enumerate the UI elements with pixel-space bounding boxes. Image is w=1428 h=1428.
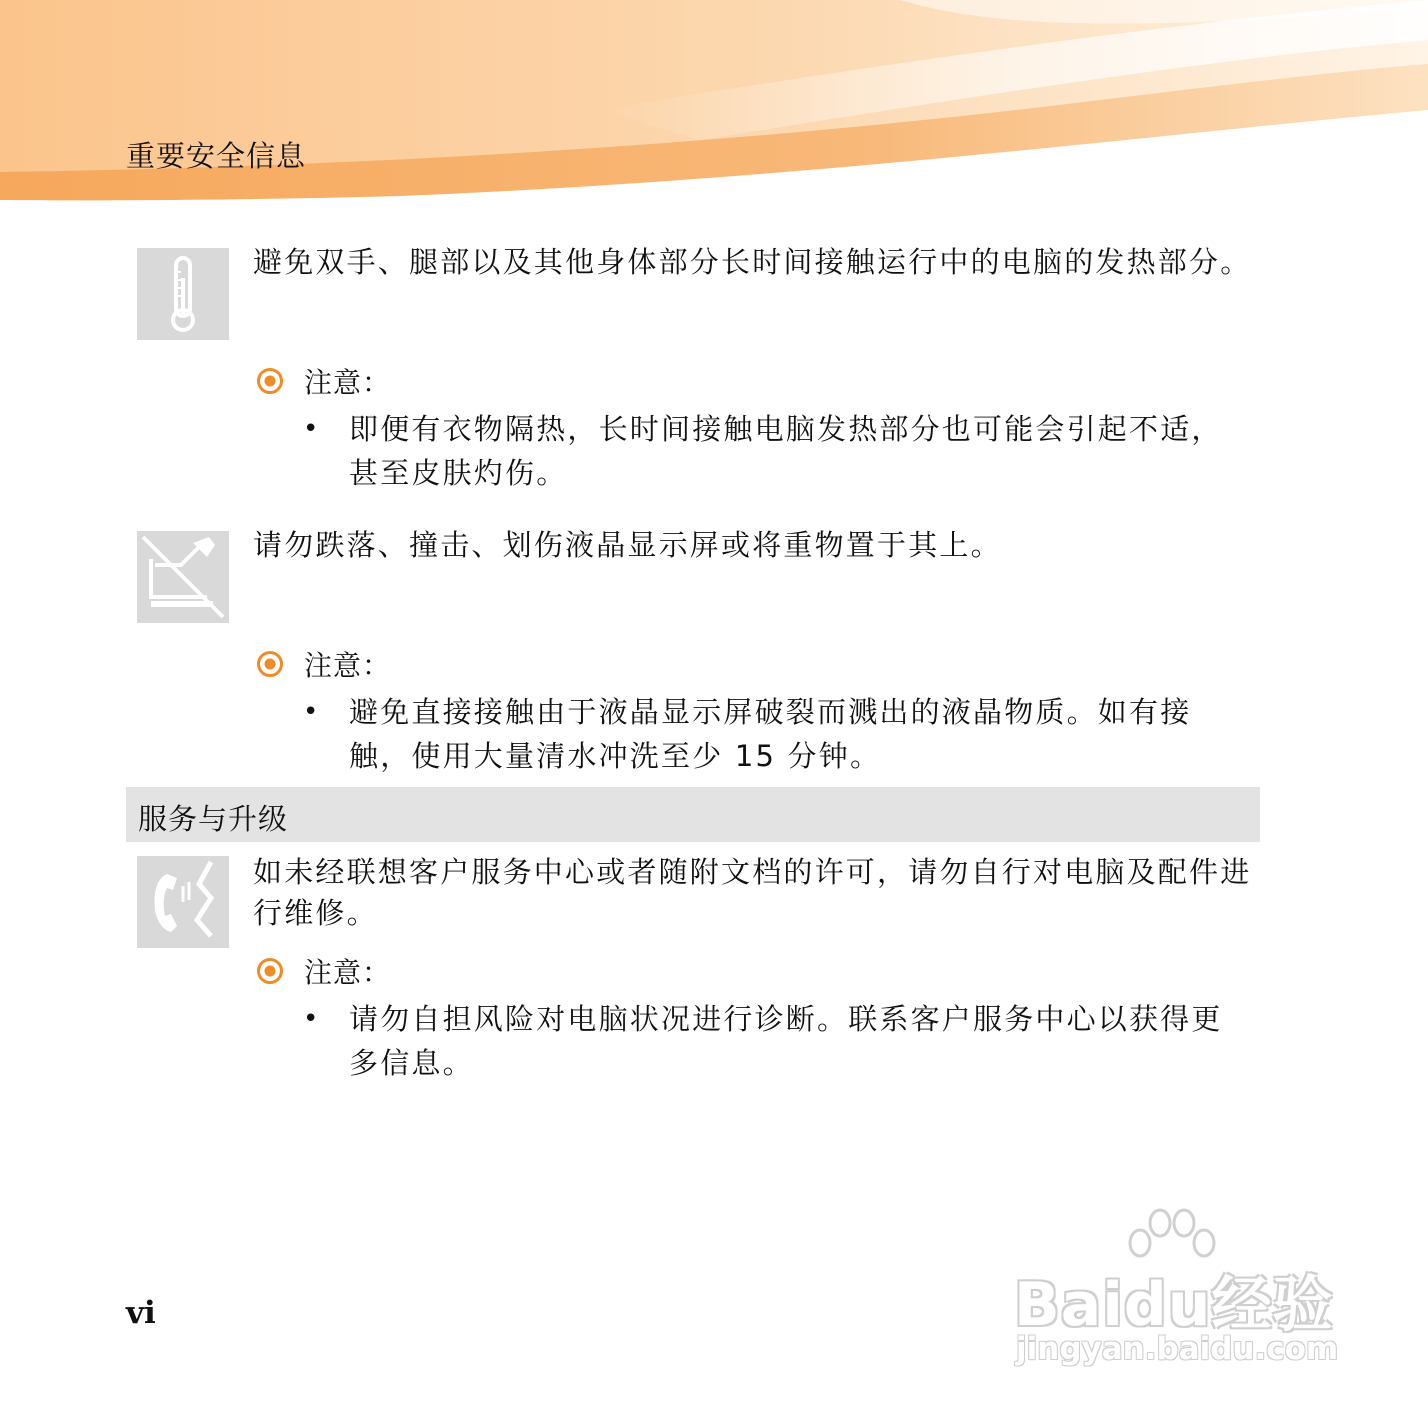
note-label: 注意： <box>304 366 392 399</box>
no-pressure-laptop-icon <box>137 531 229 623</box>
note-bullet-text: 请勿自担风险对电脑状况进行诊断。联系客户服务中心以获得更多信息。 <box>349 1002 1223 1080</box>
note-label: 注意： <box>304 649 392 682</box>
note-target-icon <box>256 367 284 395</box>
note-heading <box>256 364 391 398</box>
bullet-dot-icon: • <box>303 414 319 444</box>
note-heading <box>256 647 391 681</box>
note-label: 注意： <box>304 956 392 989</box>
section-heading-bar <box>126 787 1260 842</box>
note-bullet-text: 即便有衣物隔热，长时间接触电脑发热部分也可能会引起不适，甚至皮肤灼伤。 <box>349 412 1223 490</box>
warning-text-screen: 请勿跌落、撞击、划伤液晶显示屏或将重物置于其上。 <box>253 528 1002 562</box>
phone-support-icon <box>137 856 229 948</box>
service-text: 如未经联想客户服务中心或者随附文档的许可，请勿自行对电脑及配件进行维修。 <box>253 855 1252 930</box>
warning-text-heat: 避免双手、腿部以及其他身体部分长时间接触运行中的电脑的发热部分。 <box>253 245 1252 279</box>
baidu-watermark <box>1000 1205 1360 1385</box>
note-bullet-text: 避免直接接触由于液晶显示屏破裂而溅出的液晶物质。如有接触，使用大量清水冲洗至少 15 分钟。 <box>349 695 1192 773</box>
section-title: 服务与升级 <box>138 802 289 836</box>
watermark-logo-text: Baidu经验 <box>1014 1270 1334 1340</box>
bullet-dot-icon: • <box>303 697 319 727</box>
bullet-dot-icon: • <box>303 1004 319 1034</box>
thermometer-icon <box>137 248 229 340</box>
page-number: vi <box>126 1295 156 1331</box>
note-heading <box>256 954 391 988</box>
header-wave-banner <box>0 0 1428 210</box>
page-header-title: 重要安全信息 <box>126 139 307 173</box>
note-target-icon <box>256 957 284 985</box>
note-target-icon <box>256 650 284 678</box>
watermark-url: jingyan.baidu.com <box>1016 1331 1339 1367</box>
